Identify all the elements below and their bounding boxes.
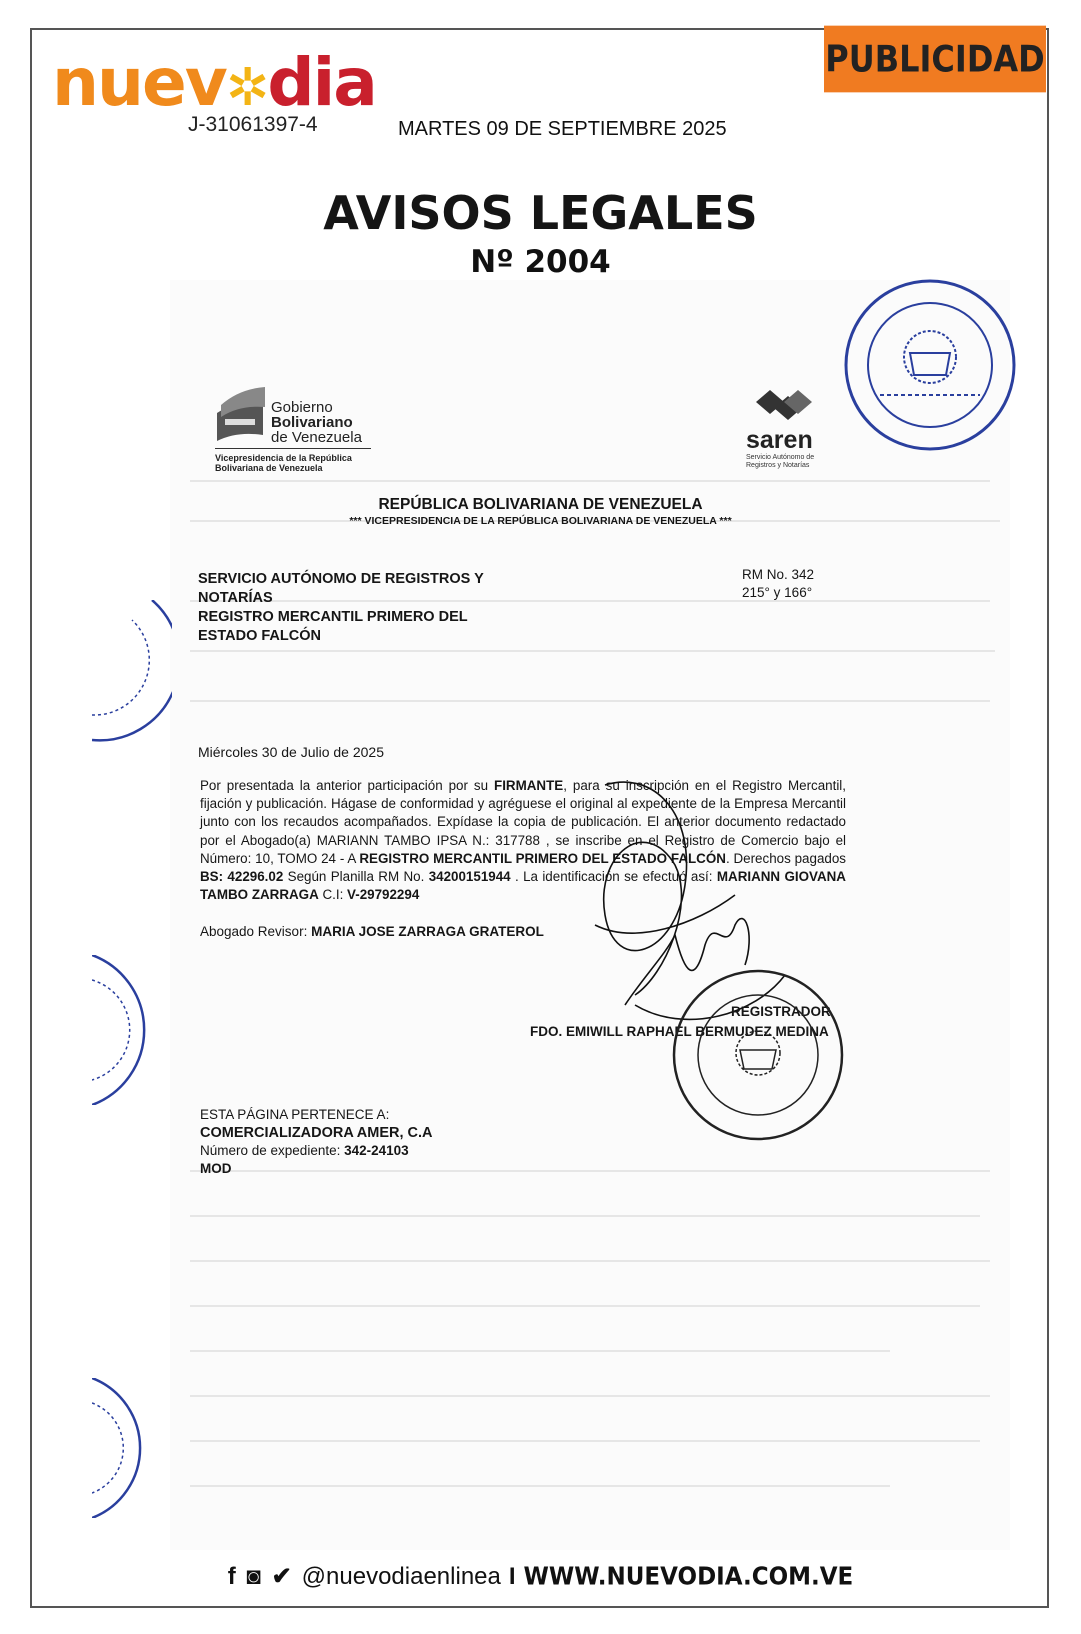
- paragraph-text: C.I:: [318, 887, 348, 903]
- office-line4: ESTADO FALCÓN: [198, 628, 321, 644]
- background-line: [190, 700, 990, 702]
- gov-logo-sub2: Bolivariana de Venezuela: [215, 463, 323, 473]
- publicidad-badge: PUBLICIDAD: [824, 26, 1046, 93]
- revisor-label: Abogado Revisor:: [200, 924, 312, 939]
- owner-mod: MOD: [200, 1161, 232, 1176]
- paragraph-text: . La identificación se efectuó así:: [510, 869, 717, 885]
- document-date: Miércoles 30 de Julio de 2025: [198, 744, 385, 760]
- paragraph-text: . Derechos pagados: [725, 850, 846, 866]
- publication-date: MARTES 09 DE SEPTIEMBRE 2025: [398, 118, 727, 140]
- paragraph-bs: BS: 42296.02: [200, 869, 284, 885]
- saren-emblem-icon: [754, 388, 814, 428]
- gov-logo-line3: de Venezuela: [271, 429, 362, 446]
- saren-sub1: Servicio Autónomo de: [746, 454, 815, 461]
- logo-text-part1: nuev: [52, 44, 226, 121]
- rm-line1: RM No. 342: [742, 567, 815, 582]
- partial-seal-icon: [92, 1378, 172, 1518]
- twitter-icon[interactable]: ✔: [271, 1563, 294, 1590]
- instagram-icon[interactable]: ◙: [246, 1563, 263, 1590]
- partial-seal-icon: [92, 955, 182, 1105]
- registry-seal-icon: [840, 275, 1020, 455]
- background-line: [190, 1395, 990, 1397]
- social-icons: [228, 1562, 294, 1591]
- footer: [0, 1562, 1081, 1591]
- paragraph-text: , para su inscripción en el Registro Mercantil, fijación y publicación. Hágase de conformidad y agréguese el original al expediente de la Empresa Mercantil junto con los recaudos acompañados. Expídase la copia de publicación. El anterior documento redactado por el Abogado(a) MARIANN TAMBO IPSA N.: 317788 , se inscribe en el Registro de Comercio bajo el Número: 10, TOMO 24 - A: [200, 778, 847, 866]
- page-owner: [200, 1106, 433, 1178]
- owner-company: COMERCIALIZADORA AMER, C.A: [200, 1125, 433, 1141]
- registrar-signature-name: FDO. EMIWILL RAPHAEL BERMUDEZ MEDINA: [530, 1024, 829, 1039]
- office-line3: REGISTRO MERCANTIL PRIMERO DEL: [198, 609, 468, 625]
- office-line1: SERVICIO AUTÓNOMO DE REGISTROS Y: [198, 571, 484, 587]
- paragraph-text: Por presentada la anterior participación por su: [200, 778, 495, 793]
- expediente-number: 342-24103: [344, 1143, 409, 1158]
- background-line: [190, 1305, 980, 1307]
- background-line: [190, 480, 990, 482]
- paragraph-planilla: 34200151944: [428, 869, 511, 885]
- abogado-revisor: [200, 924, 544, 939]
- background-line: [190, 1215, 980, 1217]
- rm-number: [742, 566, 814, 602]
- section-number: Nº 2004: [470, 244, 611, 280]
- paragraph-ci: V-29792294: [347, 887, 420, 903]
- gov-logo-line1: Gobierno: [271, 399, 333, 416]
- registry-office: [198, 570, 484, 646]
- owner-label: ESTA PÁGINA PERTENECE A:: [200, 1107, 390, 1122]
- background-line: [190, 1260, 990, 1262]
- rm-line2: 215° y 166°: [742, 585, 813, 600]
- office-line2: NOTARÍAS: [198, 590, 273, 606]
- section-title: AVISOS LEGALES: [323, 186, 758, 240]
- social-handle[interactable]: @nuevodiaenlinea: [301, 1562, 501, 1590]
- rif-number: J-31061397-4: [188, 113, 318, 136]
- website-link[interactable]: WWW.NUEVODIA.COM.VE: [523, 1562, 854, 1591]
- owner-expediente: [200, 1142, 433, 1160]
- registrador-label: REGISTRADOR: [731, 1004, 831, 1019]
- saren-wordmark: saren: [746, 426, 813, 454]
- republic-heading: REPÚBLICA BOLIVARIANA DE VENEZUELA: [378, 496, 703, 513]
- saren-sub2: Registros y Notarías: [746, 462, 810, 469]
- paragraph-firmante: FIRMANTE: [494, 778, 564, 793]
- registrar-seal-icon: [668, 965, 848, 1145]
- gov-logo-rule: [215, 448, 371, 449]
- gov-logo-sub1: Vicepresidencia de la República: [215, 453, 352, 463]
- background-line: [190, 1440, 980, 1442]
- nuevodia-logo: [52, 44, 376, 121]
- vicepresidency-heading: *** VICEPRESIDENCIA DE LA REPÚBLICA BOLIVARIANA DE VENEZUELA ***: [349, 515, 732, 527]
- background-line: [190, 1485, 890, 1487]
- gov-logo-line2: Bolivariano: [271, 414, 353, 431]
- background-line: [190, 650, 995, 652]
- paragraph-nombre: MARIANN GIOVANA TAMBO ZARRAGA: [200, 869, 846, 903]
- sun-icon: ✲: [225, 58, 268, 118]
- logo-text-part2: dia: [267, 44, 376, 121]
- paragraph-text: Según Planilla RM No.: [283, 869, 429, 885]
- background-line: [190, 1350, 890, 1352]
- revisor-name: MARIA JOSE ZARRAGA GRATEROL: [311, 924, 544, 939]
- flag-icon: [215, 383, 267, 445]
- paragraph-registro: REGISTRO MERCANTIL PRIMERO DEL ESTADO FALCÓN: [359, 850, 726, 866]
- partial-seal-icon: [92, 600, 172, 750]
- facebook-icon[interactable]: f: [227, 1563, 238, 1590]
- expediente-label: Número de expediente:: [200, 1143, 345, 1158]
- footer-separator: I: [508, 1562, 516, 1590]
